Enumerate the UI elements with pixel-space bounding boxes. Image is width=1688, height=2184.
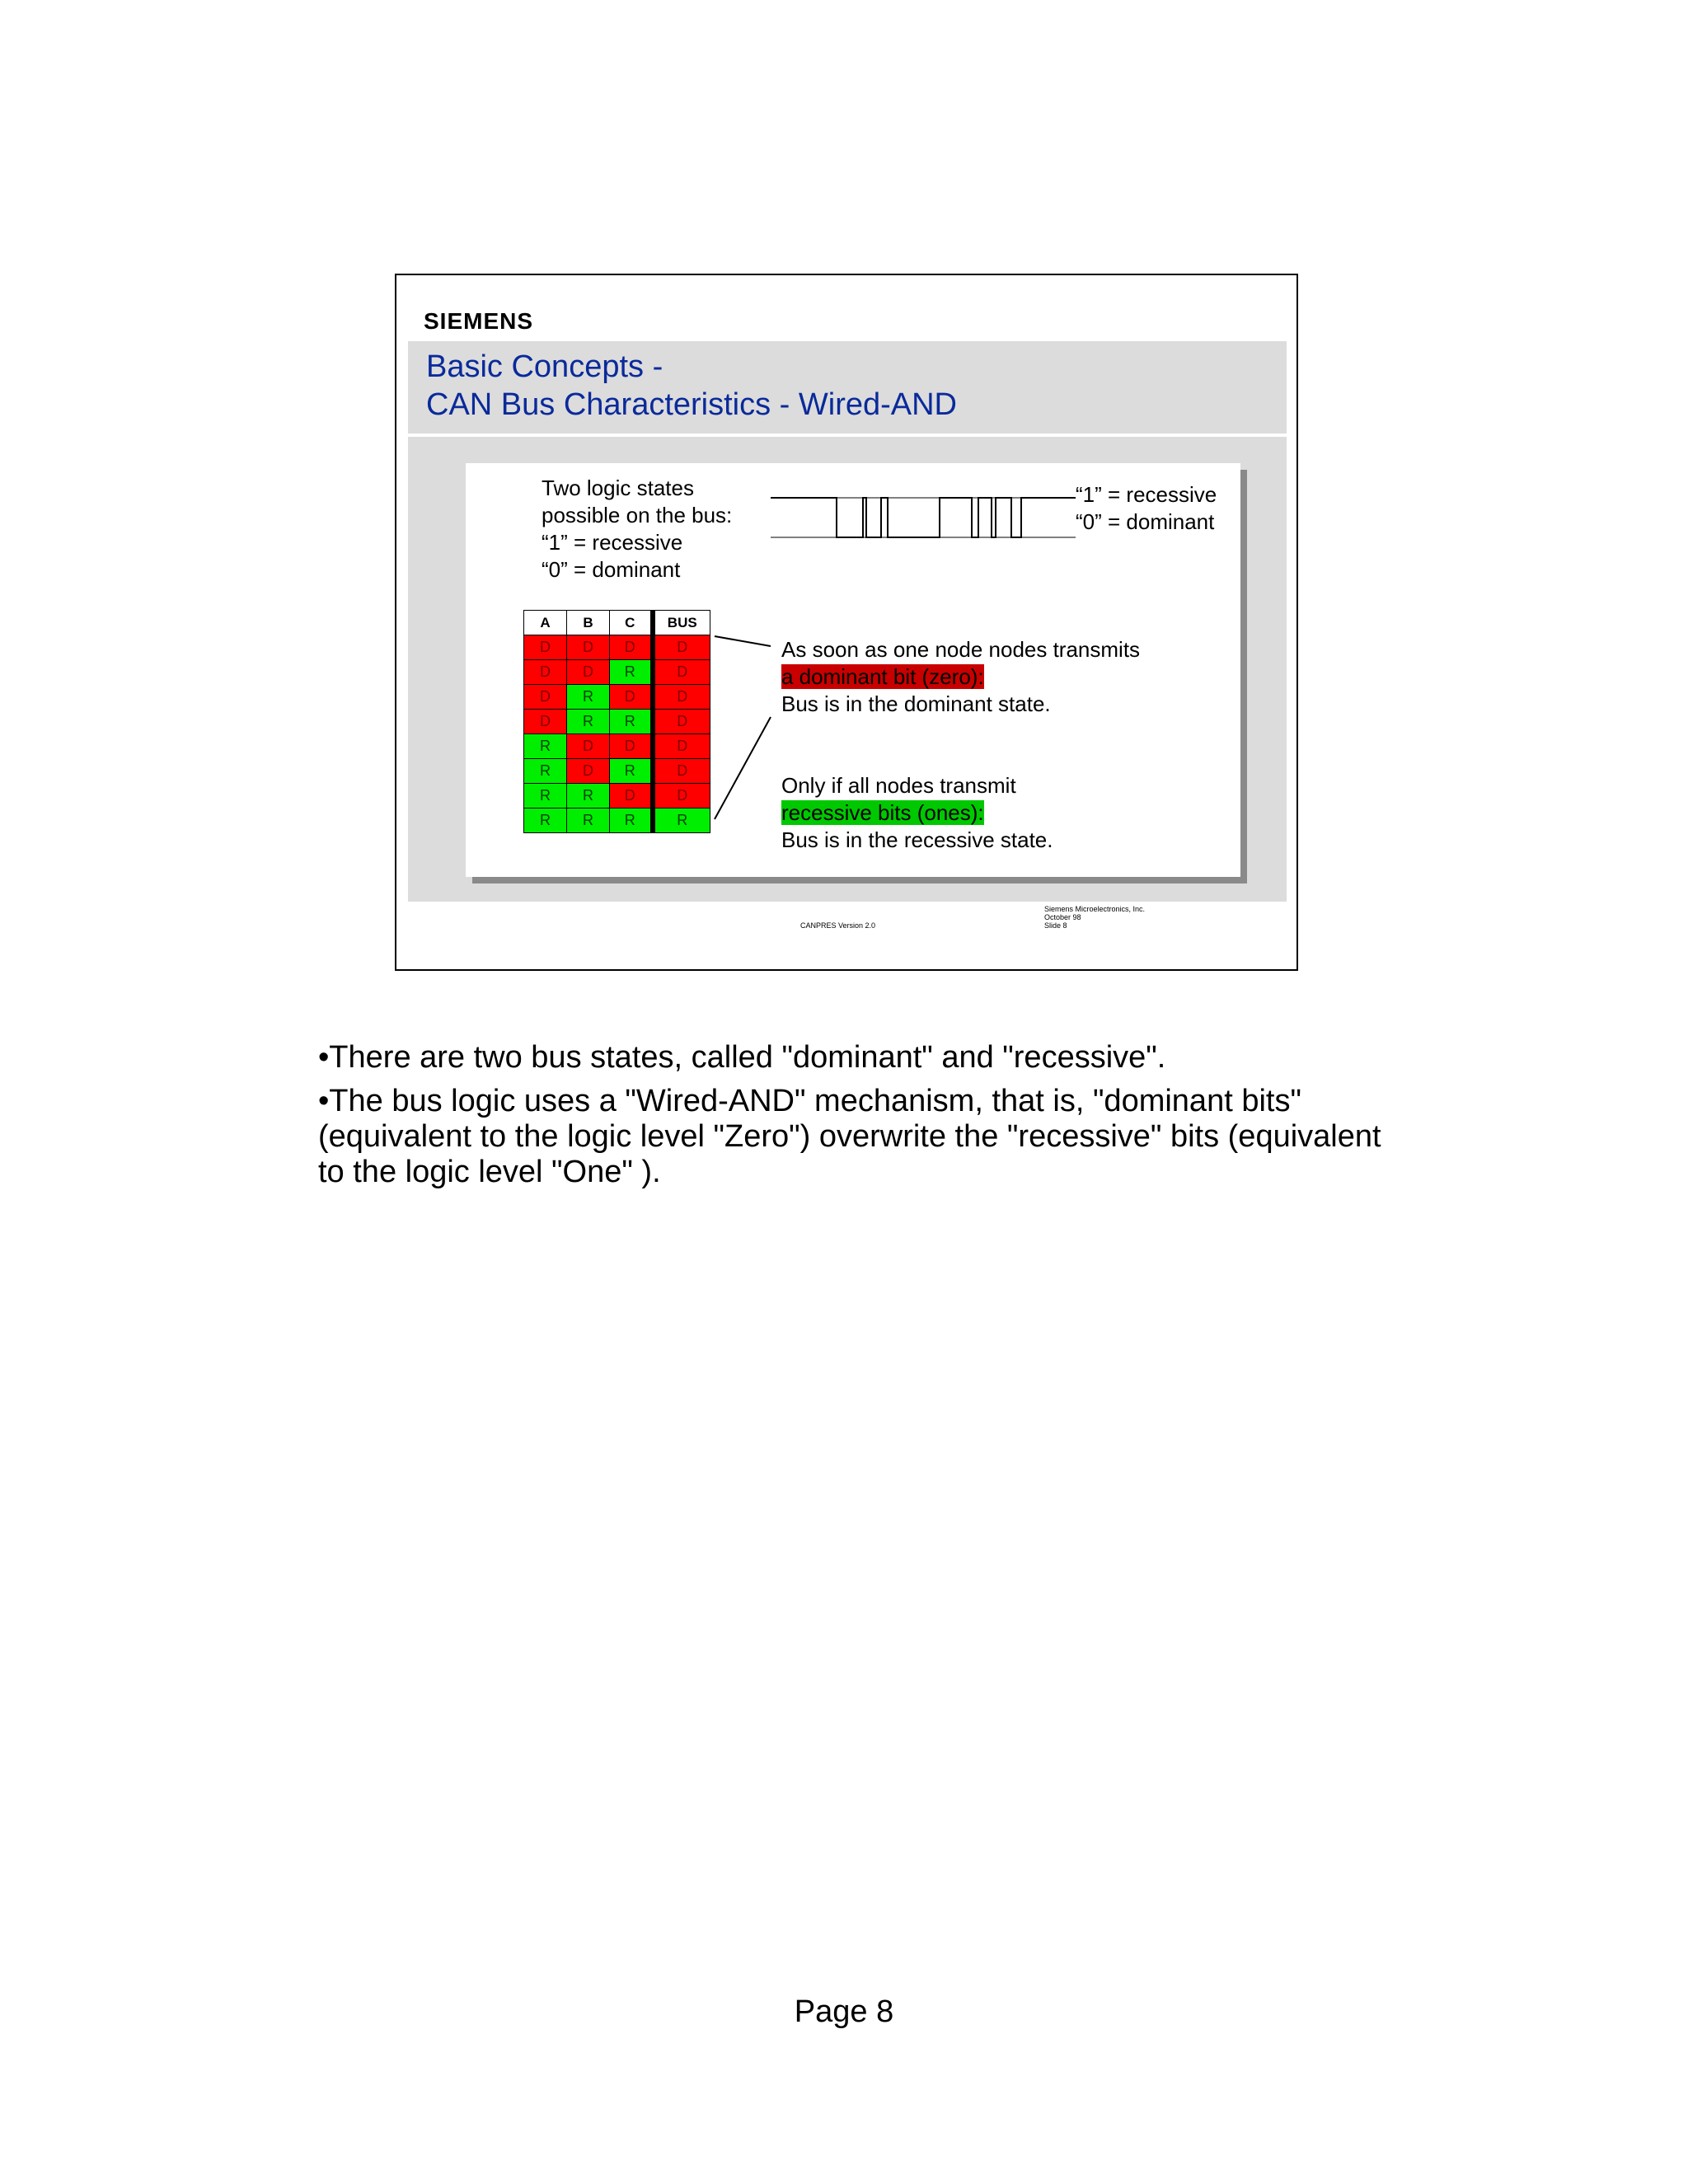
cell: D <box>567 759 610 784</box>
cell: R <box>524 759 567 784</box>
table-row <box>524 808 710 833</box>
footer-date: October 98 <box>1044 913 1081 921</box>
bus-cell: D <box>653 759 710 784</box>
recessive-note-line-1: Only if all nodes transmit <box>781 773 1016 798</box>
title-line-2: CAN Bus Characteristics - Wired-AND <box>426 387 957 422</box>
cell: R <box>524 784 567 808</box>
callout-lines <box>713 628 779 826</box>
cell: D <box>524 710 567 734</box>
footer-company: Siemens Microelectronics, Inc. <box>1044 905 1146 913</box>
header-c: C <box>610 611 653 635</box>
content-area <box>408 437 1287 902</box>
bullet-item: •The bus logic uses a "Wired-AND" mechanism, that is, "dominant bits" (equivalent to the logic level "Zero") overwrite the "recessive" bits (equivalent to the logic level "One" ). <box>318 1084 1381 1189</box>
cell: R <box>567 784 610 808</box>
cell: D <box>610 685 653 710</box>
content-panel <box>466 463 1240 877</box>
cell: D <box>567 660 610 685</box>
cell: R <box>567 808 610 833</box>
cell: R <box>610 710 653 734</box>
cell: R <box>610 660 653 685</box>
bus-cell: D <box>653 685 710 710</box>
recessive-note-line-3: Bus is in the recessive state. <box>781 827 1053 852</box>
header-a: A <box>524 611 567 635</box>
intro-line-1: Two logic states <box>542 476 694 500</box>
truth-table <box>523 610 710 833</box>
table-row <box>524 734 710 759</box>
siemens-logo: SIEMENS <box>424 308 534 334</box>
bus-waveform <box>771 494 1076 544</box>
footer-slide-number: Slide 8 <box>1044 921 1067 930</box>
bus-cell: R <box>653 808 710 833</box>
title-line-1: Basic Concepts - <box>426 349 663 384</box>
page-number: Page 8 <box>794 1994 894 2029</box>
bullet-item: •There are two bus states, called "dominant" and "recessive". <box>318 1040 1166 1075</box>
cell: D <box>524 685 567 710</box>
table-row <box>524 660 710 685</box>
table-row <box>524 784 710 808</box>
intro-line-4: “0” = dominant <box>542 557 681 582</box>
cell: D <box>567 734 610 759</box>
table-header-row <box>524 611 710 635</box>
intro-line-3: “1” = recessive <box>542 530 683 555</box>
table-row <box>524 710 710 734</box>
cell: R <box>610 808 653 833</box>
cell: D <box>524 660 567 685</box>
table-row <box>524 759 710 784</box>
cell: R <box>567 685 610 710</box>
cell: D <box>610 635 653 660</box>
waveform-legend-dominant: “0” = dominant <box>1076 509 1215 534</box>
intro-line-2: possible on the bus: <box>542 503 733 527</box>
waveform-legend-recessive: “1” = recessive <box>1076 482 1217 507</box>
table-row <box>524 635 710 660</box>
cell: D <box>524 635 567 660</box>
footer-version: CANPRES Version 2.0 <box>800 921 876 930</box>
dominant-note-line-1: As soon as one node nodes transmits <box>781 637 1141 662</box>
bus-cell: D <box>653 710 710 734</box>
header-bus: BUS <box>653 611 710 635</box>
slide-frame <box>395 274 1298 971</box>
cell: R <box>610 759 653 784</box>
cell: D <box>567 635 610 660</box>
bus-cell: D <box>653 784 710 808</box>
dominant-note-highlight: a dominant bit (zero): <box>781 664 984 689</box>
cell: D <box>610 734 653 759</box>
recessive-note-highlight: recessive bits (ones): <box>781 800 984 825</box>
bus-cell: D <box>653 734 710 759</box>
bus-cell: D <box>653 660 710 685</box>
cell: R <box>567 710 610 734</box>
cell: R <box>524 734 567 759</box>
notes-body <box>318 1040 1390 1198</box>
header-b: B <box>567 611 610 635</box>
title-bar <box>408 341 1287 436</box>
cell: D <box>610 784 653 808</box>
cell: R <box>524 808 567 833</box>
dominant-note-line-3: Bus is in the dominant state. <box>781 691 1051 716</box>
bus-cell: D <box>653 635 710 660</box>
table-row <box>524 685 710 710</box>
